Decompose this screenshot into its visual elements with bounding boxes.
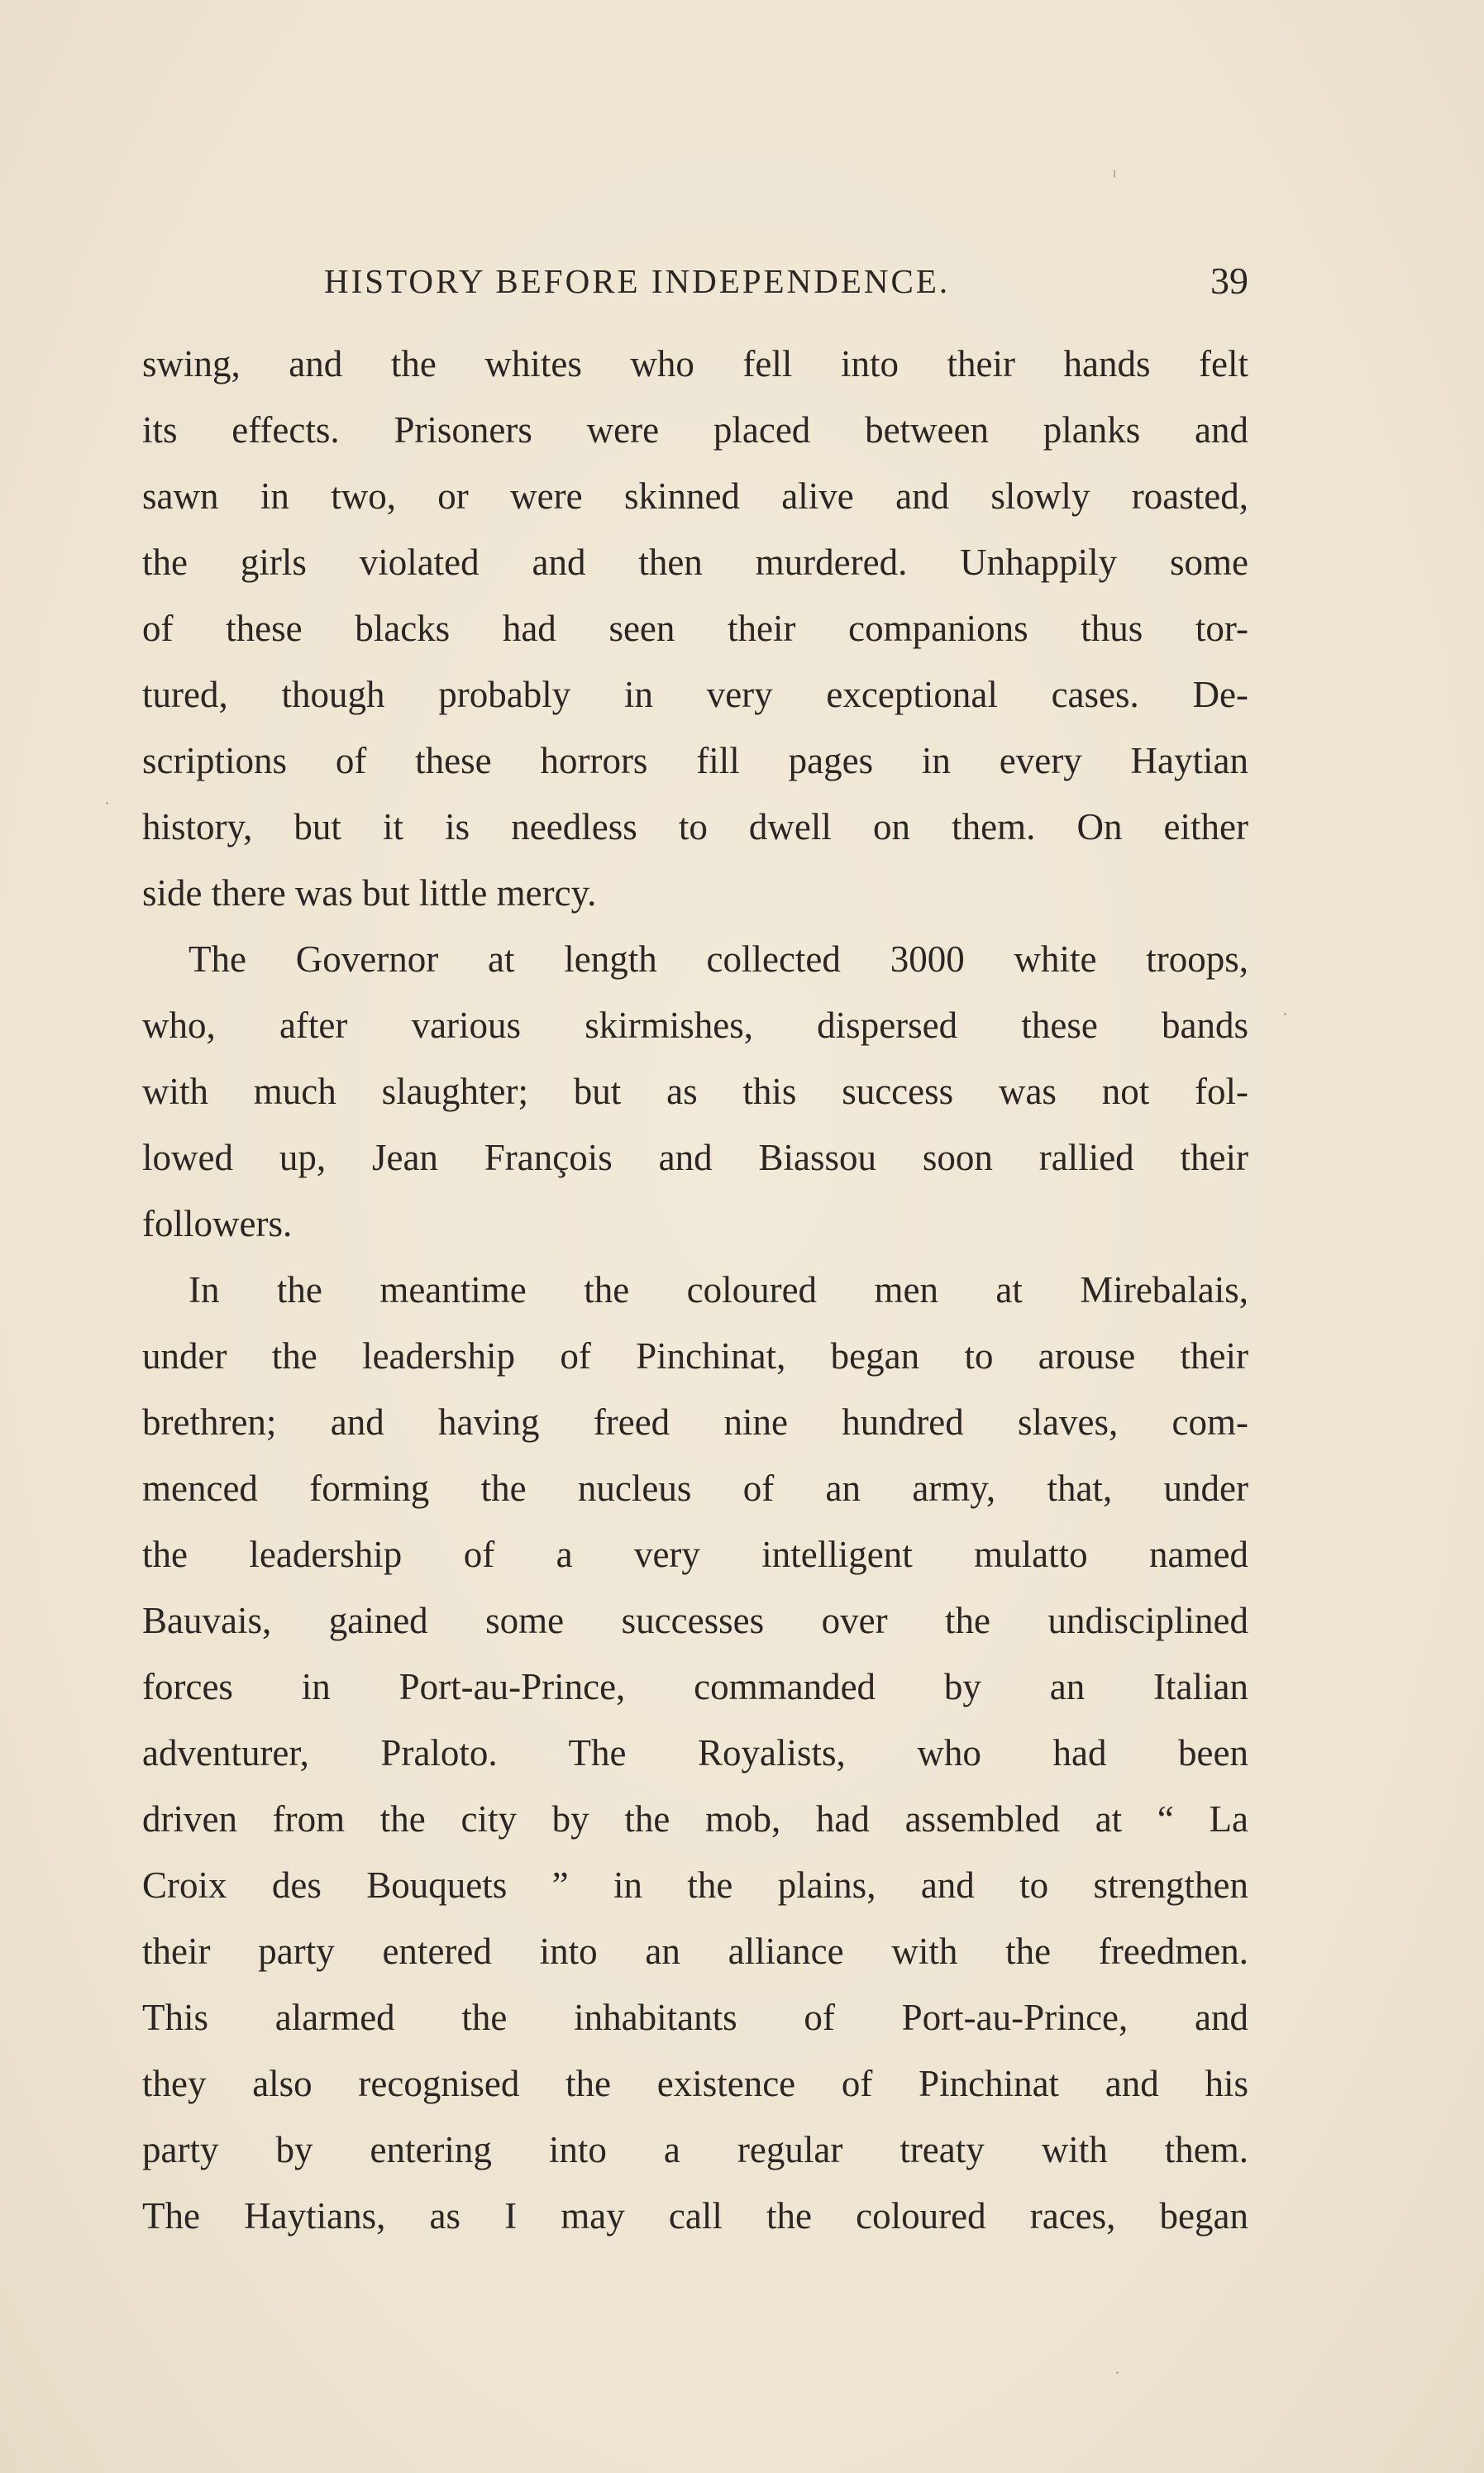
text-line: of these blacks had seen their companions thus tor- xyxy=(142,608,1248,649)
text-line: menced forming the nucleus of an army, that, under xyxy=(142,1468,1248,1509)
text-line: they also recognised the existence of Pinchinat and his xyxy=(142,2063,1248,2104)
text-line: Bauvais, gained some successes over the undisciplined xyxy=(142,1600,1248,1641)
text-line: followers. xyxy=(142,1203,293,1244)
paper-speck xyxy=(1116,2371,1119,2374)
text-line: adventurer, Praloto. The Royalists, who had been xyxy=(142,1732,1248,1774)
text-line: The Haytians, as I may call the coloured races, began xyxy=(142,2195,1248,2237)
text-line: side there was but little mercy. xyxy=(142,872,597,914)
text-line: forces in Port-au-Prince, commanded by an Italian xyxy=(142,1666,1248,1707)
text-line: sawn in two, or were skinned alive and slowly roasted, xyxy=(142,475,1248,517)
text-line: party by entering into a regular treaty with them. xyxy=(142,2129,1248,2170)
text-line: the girls violated and then murdered. Unhappily some xyxy=(142,542,1248,583)
text-line: under the leadership of Pinchinat, began to arouse their xyxy=(142,1335,1248,1377)
text-line: The Governor at length collected 3000 white troops, xyxy=(188,938,1248,980)
text-line: who, after various skirmishes, dispersed these bands xyxy=(142,1005,1248,1046)
text-line: tured, though probably in very exceptional cases. De- xyxy=(142,674,1248,715)
text-line: In the meantime the coloured men at Mirebalais, xyxy=(188,1269,1248,1310)
page-number: 39 xyxy=(1210,260,1248,302)
running-head xyxy=(142,256,1248,306)
text-line: driven from the city by the mob, had assembled at “ La xyxy=(142,1798,1248,1840)
running-title: HISTORY BEFORE INDEPENDENCE. xyxy=(324,262,951,300)
text-line: its effects. Prisoners were placed between planks and xyxy=(142,409,1248,451)
body-text xyxy=(142,331,1248,2249)
text-line: This alarmed the inhabitants of Port-au-Prince, and xyxy=(142,1997,1248,2038)
text-line: with much slaughter; but as this success was not fol- xyxy=(142,1071,1248,1112)
text-line: swing, and the whites who fell into their hands felt xyxy=(142,343,1248,384)
text-line: Croix des Bouquets ” in the plains, and to strengthen xyxy=(142,1864,1248,1906)
text-line: scriptions of these horrors fill pages in every Haytian xyxy=(142,740,1248,781)
paper-speck xyxy=(1114,169,1115,178)
text-line: their party entered into an alliance with the freedmen. xyxy=(142,1931,1248,1972)
paper-speck xyxy=(106,802,108,804)
text-line: history, but it is needless to dwell on them. On either xyxy=(142,806,1248,847)
text-line: brethren; and having freed nine hundred slaves, com- xyxy=(142,1401,1248,1443)
text-line: lowed up, Jean François and Biassou soon rallied their xyxy=(142,1137,1248,1178)
text-line: the leadership of a very intelligent mulatto named xyxy=(142,1534,1248,1575)
paper-speck xyxy=(1284,1013,1286,1015)
